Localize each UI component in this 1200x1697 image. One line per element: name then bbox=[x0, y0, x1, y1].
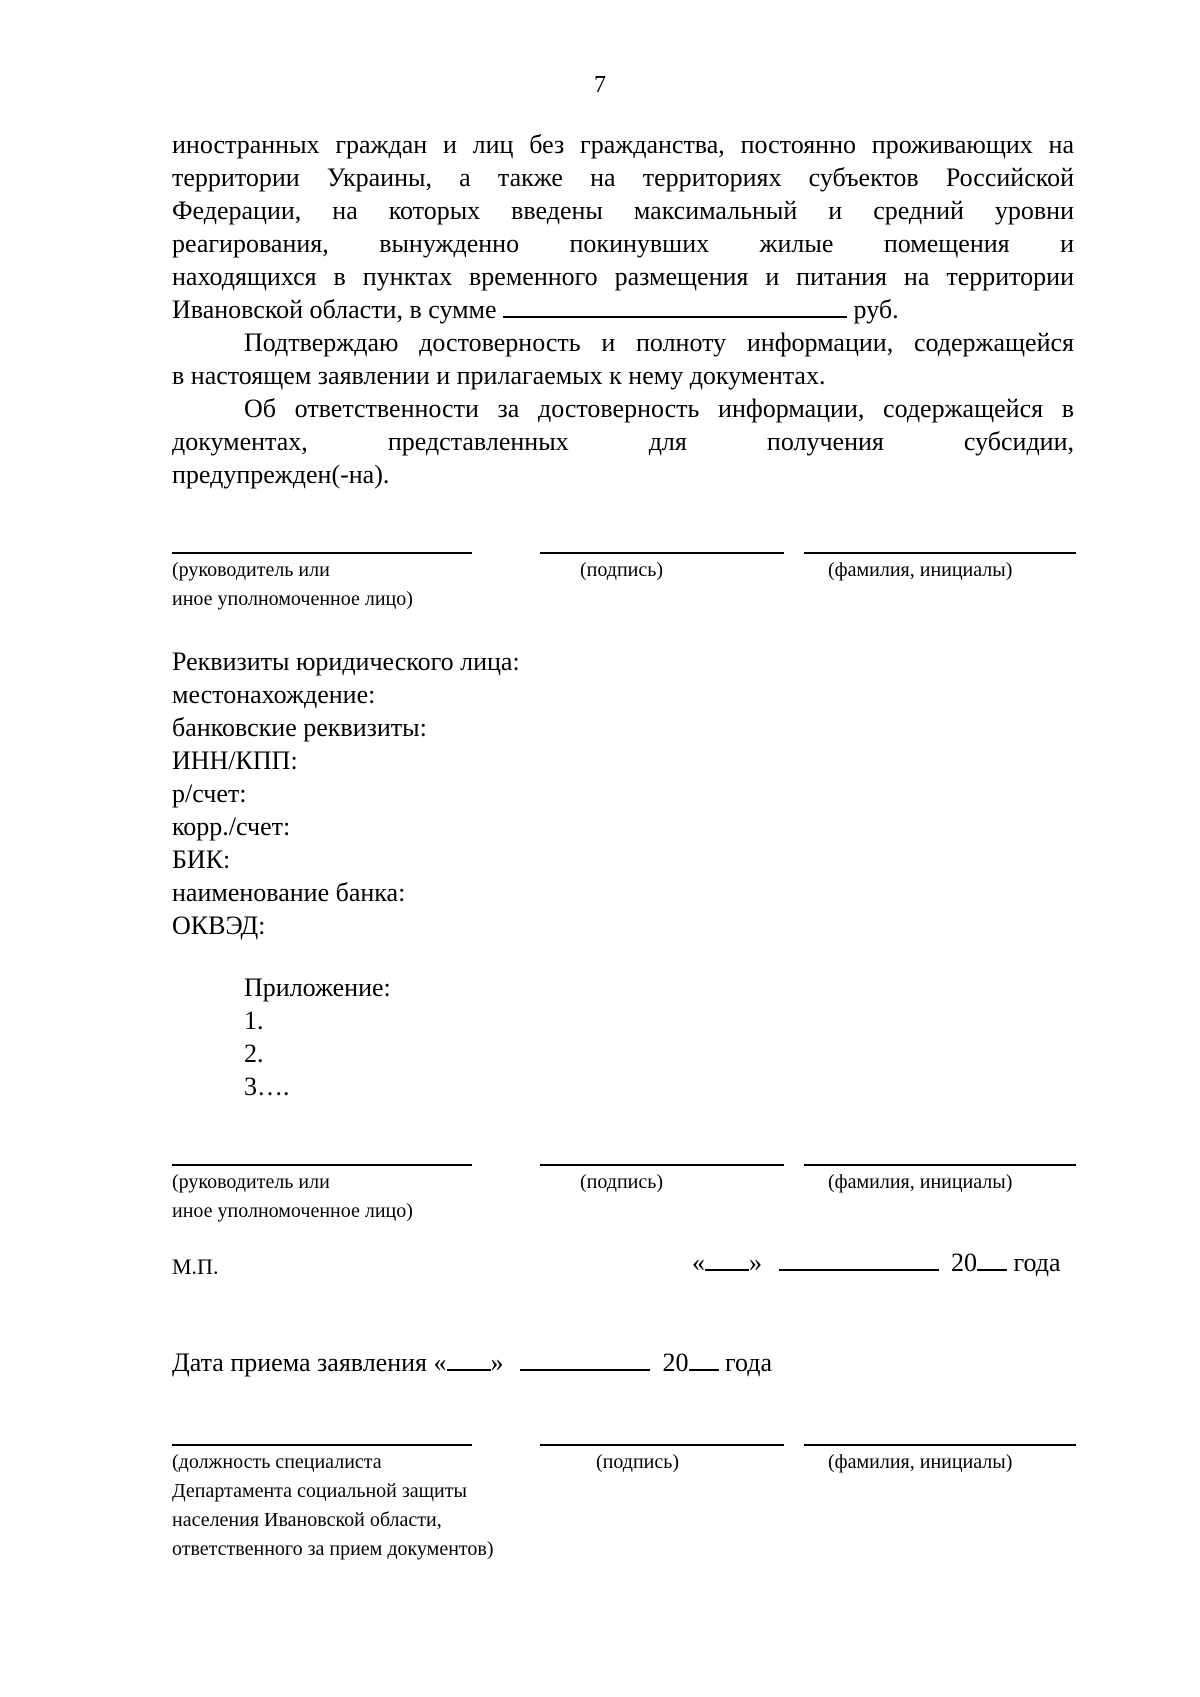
receipt-day-blank-field[interactable] bbox=[447, 1347, 491, 1371]
amount-suffix: руб. bbox=[847, 295, 899, 324]
name-caption: (фамилия, инициалы) bbox=[828, 1451, 1013, 1473]
signer-position-line[interactable] bbox=[172, 552, 472, 554]
year-suffix: года bbox=[1007, 1248, 1061, 1277]
signature-line[interactable] bbox=[540, 552, 784, 554]
stamp-label: М.П. bbox=[172, 1254, 219, 1279]
signature-block bbox=[0, 1444, 1200, 1594]
requisite-item: наименование банка: bbox=[172, 878, 406, 907]
day-blank-field[interactable] bbox=[705, 1247, 749, 1271]
text-line: в настоящем заявлении и прилагаемых к нему документах. bbox=[172, 361, 826, 390]
attachment-list bbox=[244, 971, 391, 1103]
amount-line bbox=[172, 293, 1074, 326]
requisites-title: Реквизиты юридического лица: bbox=[172, 647, 520, 676]
text-line: предупрежден(-на). bbox=[172, 460, 390, 489]
paragraph-confirm bbox=[172, 326, 1074, 392]
text-line: Федерации, на которых введены максимальный и средний уровни bbox=[172, 196, 1074, 225]
text-line: территории Украины, а также на территориях субъектов Российской bbox=[172, 163, 1074, 192]
signature-line[interactable] bbox=[540, 1164, 784, 1166]
requisite-item: местонахождение: bbox=[172, 680, 376, 709]
specialist-name-line[interactable] bbox=[804, 1444, 1076, 1446]
page-number: 7 bbox=[594, 72, 606, 98]
text-line: иностранных граждан и лиц без гражданства, постоянно проживающих на bbox=[172, 130, 1074, 159]
text-line: документах, представленных для получения субсидии, bbox=[172, 427, 1074, 456]
text-line: Подтверждаю достоверность и полноту информации, содержащейся bbox=[244, 328, 1074, 357]
receipt-year-blank-field[interactable] bbox=[689, 1347, 719, 1371]
receipt-year-prefix: 20 bbox=[662, 1348, 689, 1377]
signature-caption: (подпись) bbox=[580, 559, 664, 581]
requisite-item: банковские реквизиты: bbox=[172, 713, 427, 742]
name-caption: (фамилия, инициалы) bbox=[828, 1171, 1013, 1193]
signature-caption: (подпись) bbox=[580, 1171, 664, 1193]
position-caption: (руководитель или иное уполномоченное лицо) bbox=[172, 559, 413, 610]
specialist-position-line[interactable] bbox=[172, 1444, 472, 1446]
signature-block bbox=[0, 1164, 1200, 1254]
requisite-item: р/счет: bbox=[172, 779, 247, 808]
signature-caption: (подпись) bbox=[596, 1451, 680, 1473]
name-caption: (фамилия, инициалы) bbox=[828, 559, 1013, 581]
signer-position-line[interactable] bbox=[172, 1164, 472, 1166]
requisite-item: корр./счет: bbox=[172, 812, 291, 841]
requisite-item: ОКВЭД: bbox=[172, 911, 266, 940]
text-line: реагирования, вынужденно покинувших жилые помещения и bbox=[172, 229, 1074, 258]
signer-name-line[interactable] bbox=[804, 552, 1076, 554]
amount-blank-field[interactable] bbox=[503, 294, 847, 318]
year-prefix: 20 bbox=[951, 1248, 977, 1277]
receipt-close-quote: » bbox=[490, 1348, 504, 1377]
signature-block bbox=[0, 552, 1200, 642]
specialist-position-caption: (должность специалиста Департамента социальной защиты населения Ивановской области, ответственного за прием документов) bbox=[172, 1451, 494, 1560]
attachment-item: 2. bbox=[244, 1039, 264, 1068]
amount-prefix: Ивановской области, в сумме bbox=[172, 295, 504, 324]
date-close-quote: » bbox=[749, 1248, 762, 1277]
date-open-quote: « bbox=[692, 1248, 705, 1277]
attachment-item: 3…. bbox=[244, 1072, 290, 1101]
attachment-item: 1. bbox=[244, 1006, 264, 1035]
receipt-month-blank-field[interactable] bbox=[520, 1347, 650, 1371]
position-caption: (руководитель или иное уполномоченное лицо) bbox=[172, 1171, 413, 1222]
requisites-list bbox=[172, 645, 520, 942]
attachment-title: Приложение: bbox=[244, 973, 391, 1002]
paragraph-responsibility bbox=[172, 392, 1074, 491]
signature-line[interactable] bbox=[540, 1444, 784, 1446]
requisite-item: ИНН/КПП: bbox=[172, 746, 298, 775]
year-blank-field[interactable] bbox=[977, 1247, 1007, 1271]
receipt-year-suffix: года bbox=[718, 1348, 773, 1377]
month-blank-field[interactable] bbox=[779, 1247, 939, 1271]
text-line: Об ответственности за достоверность информации, содержащейся в bbox=[244, 394, 1074, 423]
signer-name-line[interactable] bbox=[804, 1164, 1076, 1166]
signing-date bbox=[692, 1246, 1061, 1279]
receipt-date bbox=[172, 1346, 772, 1379]
requisite-item: БИК: bbox=[172, 845, 231, 874]
receipt-date-label: Дата приема заявления « bbox=[172, 1348, 447, 1377]
text-line: находящихся в пунктах временного размещения и питания на территории bbox=[172, 262, 1074, 291]
paragraph-amount bbox=[172, 128, 1074, 326]
